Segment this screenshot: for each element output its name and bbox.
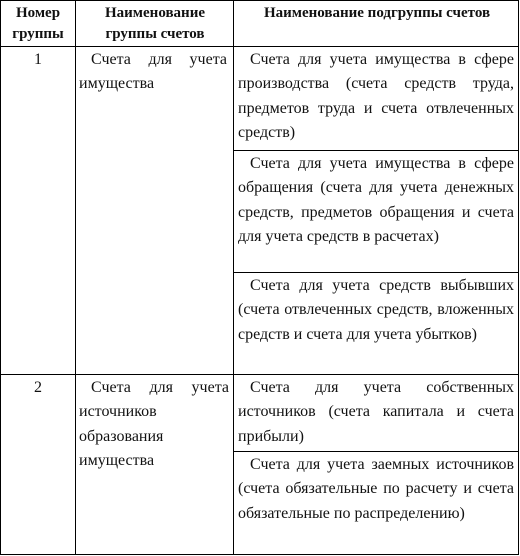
- group-name: Счета для учета имущества: [79, 51, 227, 93]
- group-name: Счета для учета источников образования имущества: [79, 379, 229, 470]
- header-divider: [1, 46, 518, 47]
- subgroup-item: Счета для учета имущества в сфере обращения (счета для учета денежных средств, предметов обращения и счета для учета средств в расчетах): [238, 155, 514, 246]
- subgroup-item: Счета для учета имущества в сфере производства (счета средств труда, предметов труда и счета отвлеченных средств): [238, 51, 514, 142]
- header-subgroup-name: Наименование подгруппы счетов: [263, 5, 491, 21]
- subgroup-item: Счета для учета заемных источников (счета обязательные по расчету и счета обязательные по распределению): [238, 456, 514, 522]
- column-divider: [75, 1, 76, 554]
- row-divider: [233, 272, 518, 273]
- row-divider: [233, 451, 518, 452]
- subgroup-item: Счета для учета средств выбывших (счета отвлеченных средств, вложенных средств и счета для учета убытков): [238, 277, 514, 343]
- column-divider: [233, 1, 234, 554]
- group-divider: [1, 374, 518, 375]
- group-number: 2: [34, 379, 42, 396]
- header-group-name: Наименование группы счетов: [105, 5, 205, 42]
- group-number: 1: [34, 51, 42, 68]
- row-divider: [233, 150, 518, 151]
- subgroup-item: Счета для учета собственных источников (счета капитала и счета прибыли): [238, 379, 514, 445]
- header-group-number: Номер группы: [12, 5, 64, 42]
